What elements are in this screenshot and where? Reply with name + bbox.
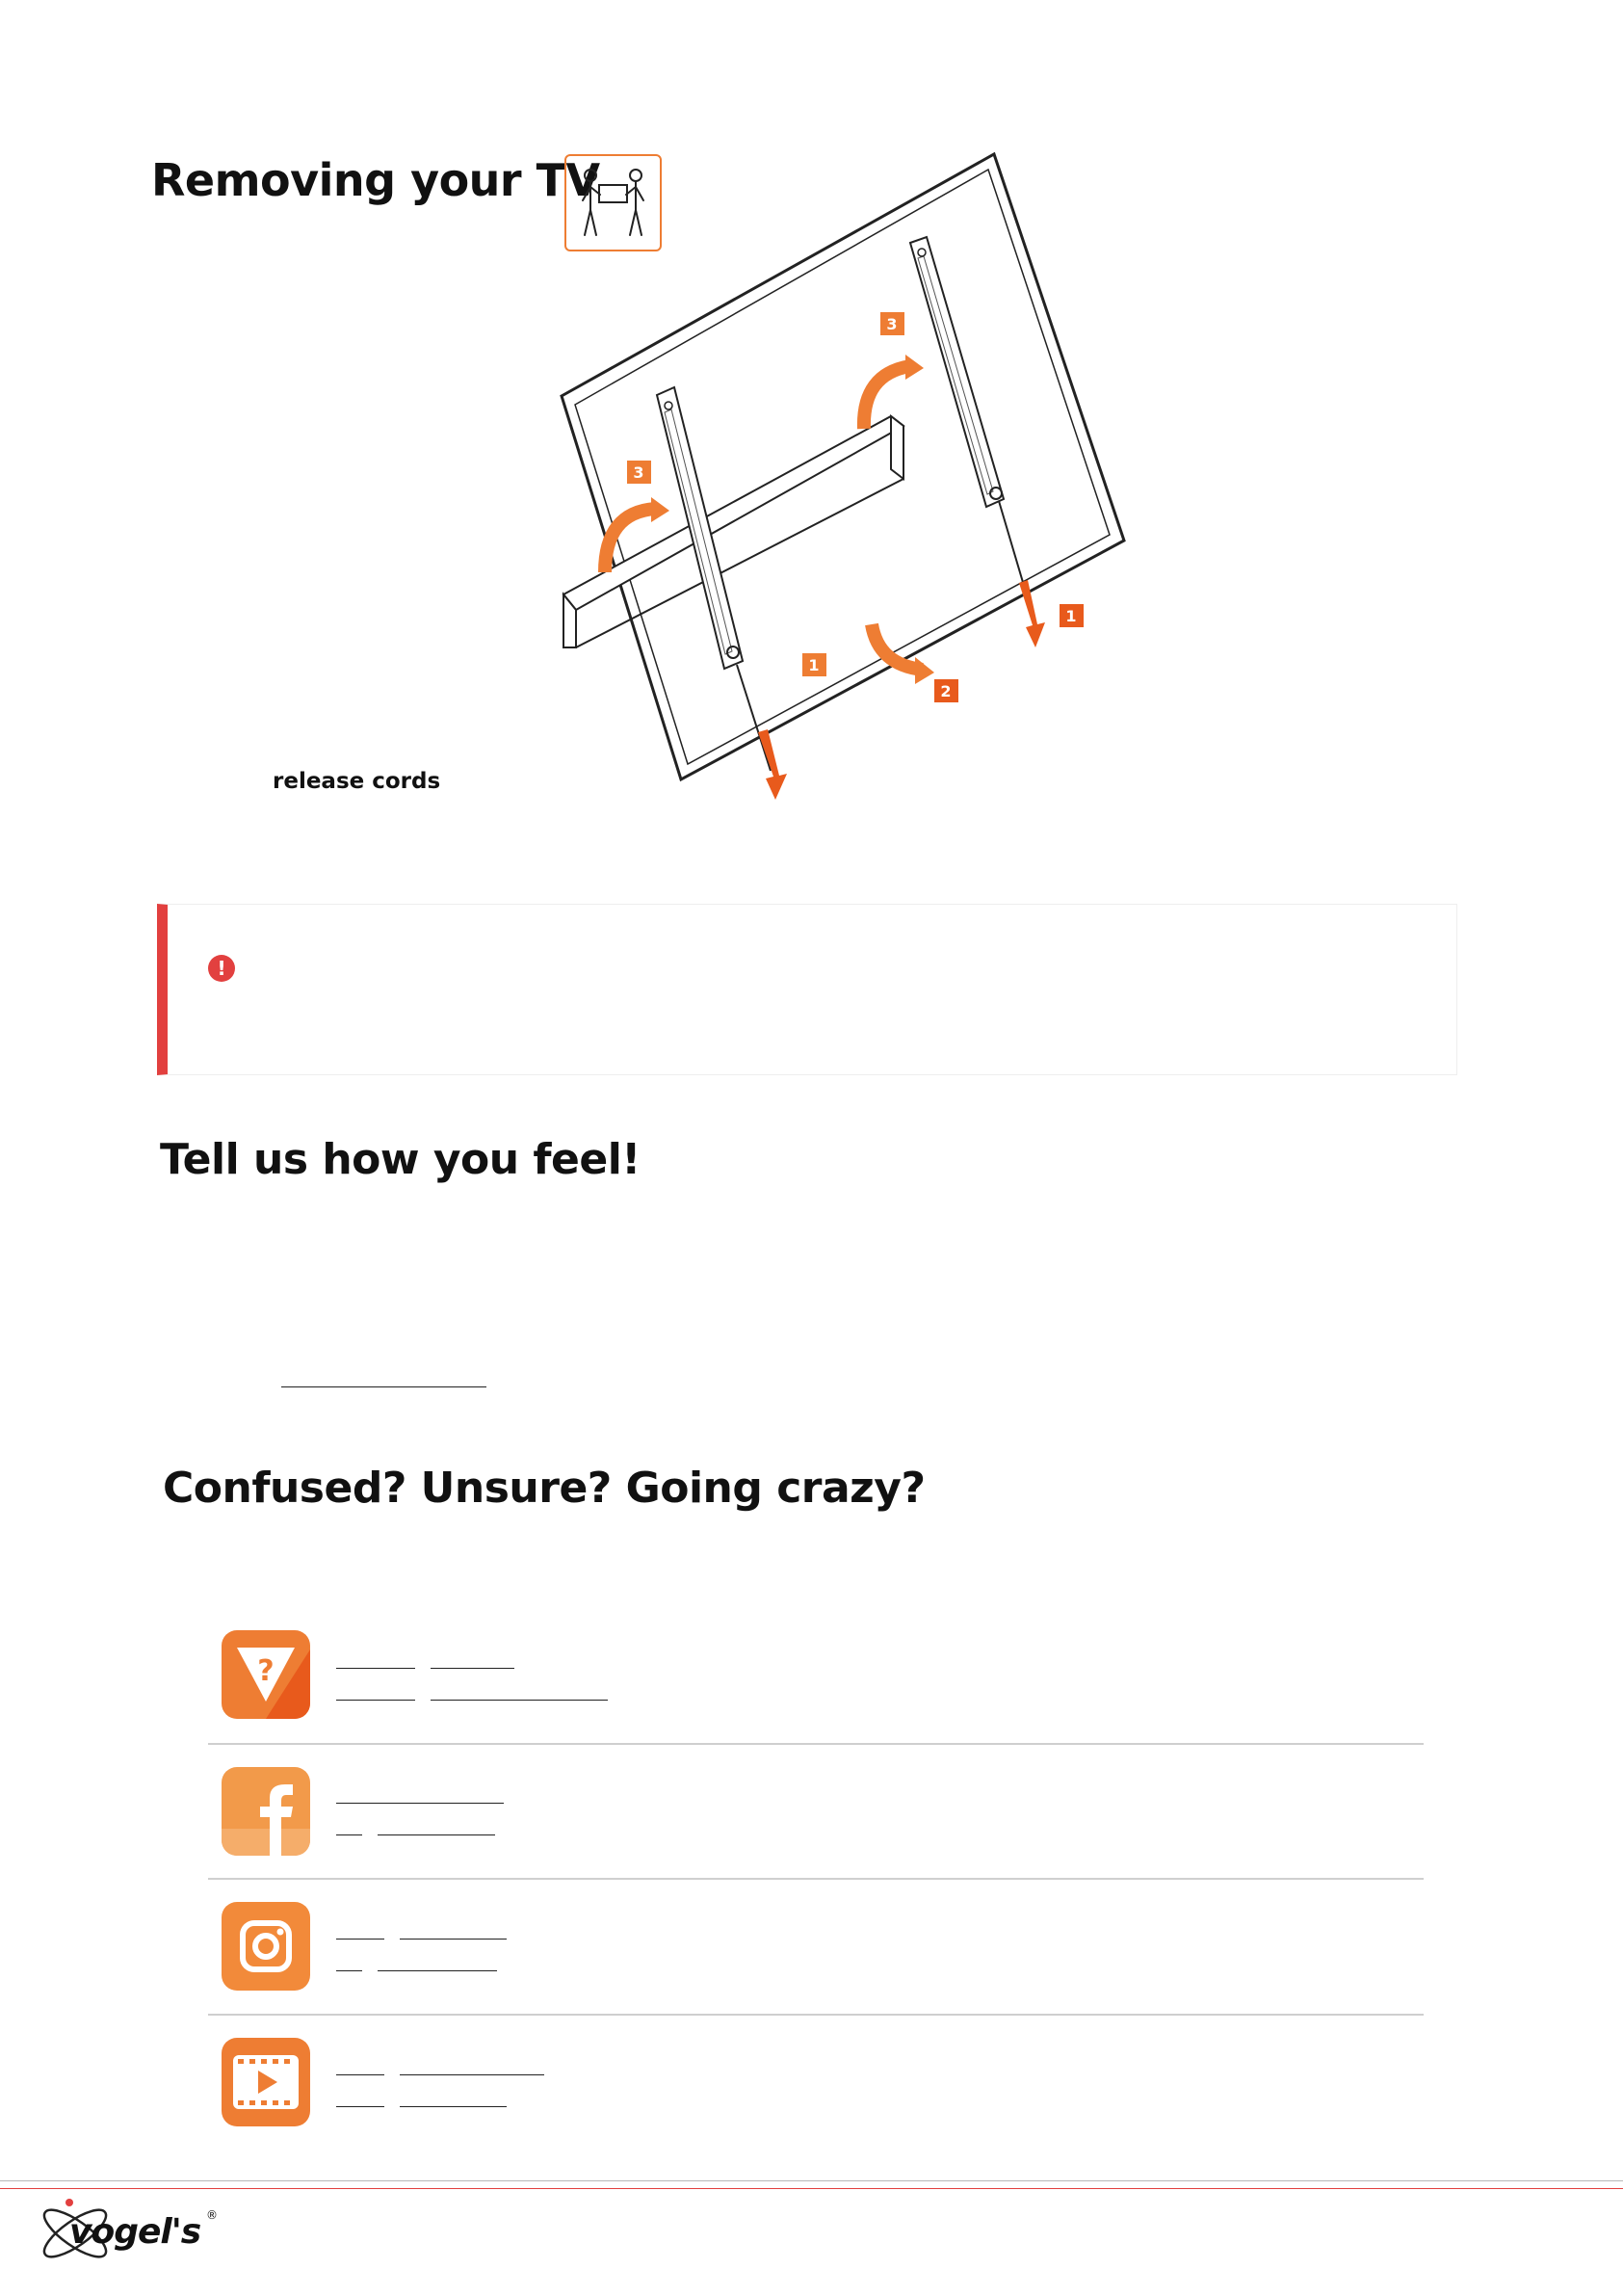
svg-text:?: ?	[257, 1654, 275, 1688]
instagram-icon[interactable]	[222, 1902, 310, 1991]
step-label-3b: 3	[886, 315, 898, 333]
support-link-2a[interactable]	[336, 1700, 415, 1701]
contact-row-support	[208, 1630, 1424, 1765]
facebook-link-2a[interactable]	[336, 1834, 362, 1835]
divider	[208, 1878, 1424, 1880]
video-link-2b[interactable]	[400, 2106, 507, 2107]
video-link-1a[interactable]	[336, 2074, 384, 2075]
support-link-1a[interactable]	[336, 1668, 415, 1669]
instagram-link-2a[interactable]	[336, 1970, 362, 1971]
contact-row-facebook	[208, 1767, 1424, 1902]
facebook-icon[interactable]	[222, 1767, 310, 1856]
brand-wordmark: vogel's	[69, 2212, 201, 2252]
tv-removal-illustration	[539, 145, 1137, 819]
contact-row-video	[208, 2038, 1424, 2173]
support-link-2b[interactable]	[431, 1700, 608, 1701]
step-label-1a: 1	[808, 656, 820, 674]
warning-box	[157, 904, 1457, 1075]
contact-row-instagram	[208, 1902, 1424, 2037]
registered-mark: ®	[206, 2208, 218, 2222]
facebook-link-1[interactable]	[336, 1803, 504, 1804]
instagram-link-1a[interactable]	[336, 1939, 384, 1940]
video-play-icon[interactable]	[222, 2038, 310, 2126]
support-question-icon[interactable]	[222, 1630, 310, 1719]
step-label-3a: 3	[633, 463, 644, 482]
facebook-link-2b[interactable]	[378, 1834, 495, 1835]
divider	[208, 1743, 1424, 1745]
section-title-feedback: Tell us how you feel!	[160, 1135, 641, 1184]
instagram-link-1b[interactable]	[400, 1939, 507, 1940]
section-title-support: Confused? Unsure? Going crazy?	[163, 1464, 926, 1513]
video-link-1b[interactable]	[400, 2074, 544, 2075]
section-title-removing-tv: Removing your TV	[151, 154, 600, 206]
release-cords-caption: release cords	[273, 769, 441, 794]
exclamation-icon: !	[208, 955, 235, 982]
divider	[208, 2014, 1424, 2016]
footer-accent-divider	[0, 2188, 1623, 2189]
instagram-link-2b[interactable]	[378, 1970, 497, 1971]
step-label-1b: 1	[1065, 607, 1077, 625]
video-link-2a[interactable]	[336, 2106, 384, 2107]
step-label-2: 2	[940, 682, 952, 700]
footer-divider	[0, 2180, 1623, 2181]
brand-logo	[37, 2197, 229, 2270]
support-link-1b[interactable]	[431, 1668, 514, 1669]
feedback-link[interactable]	[281, 1386, 486, 1387]
